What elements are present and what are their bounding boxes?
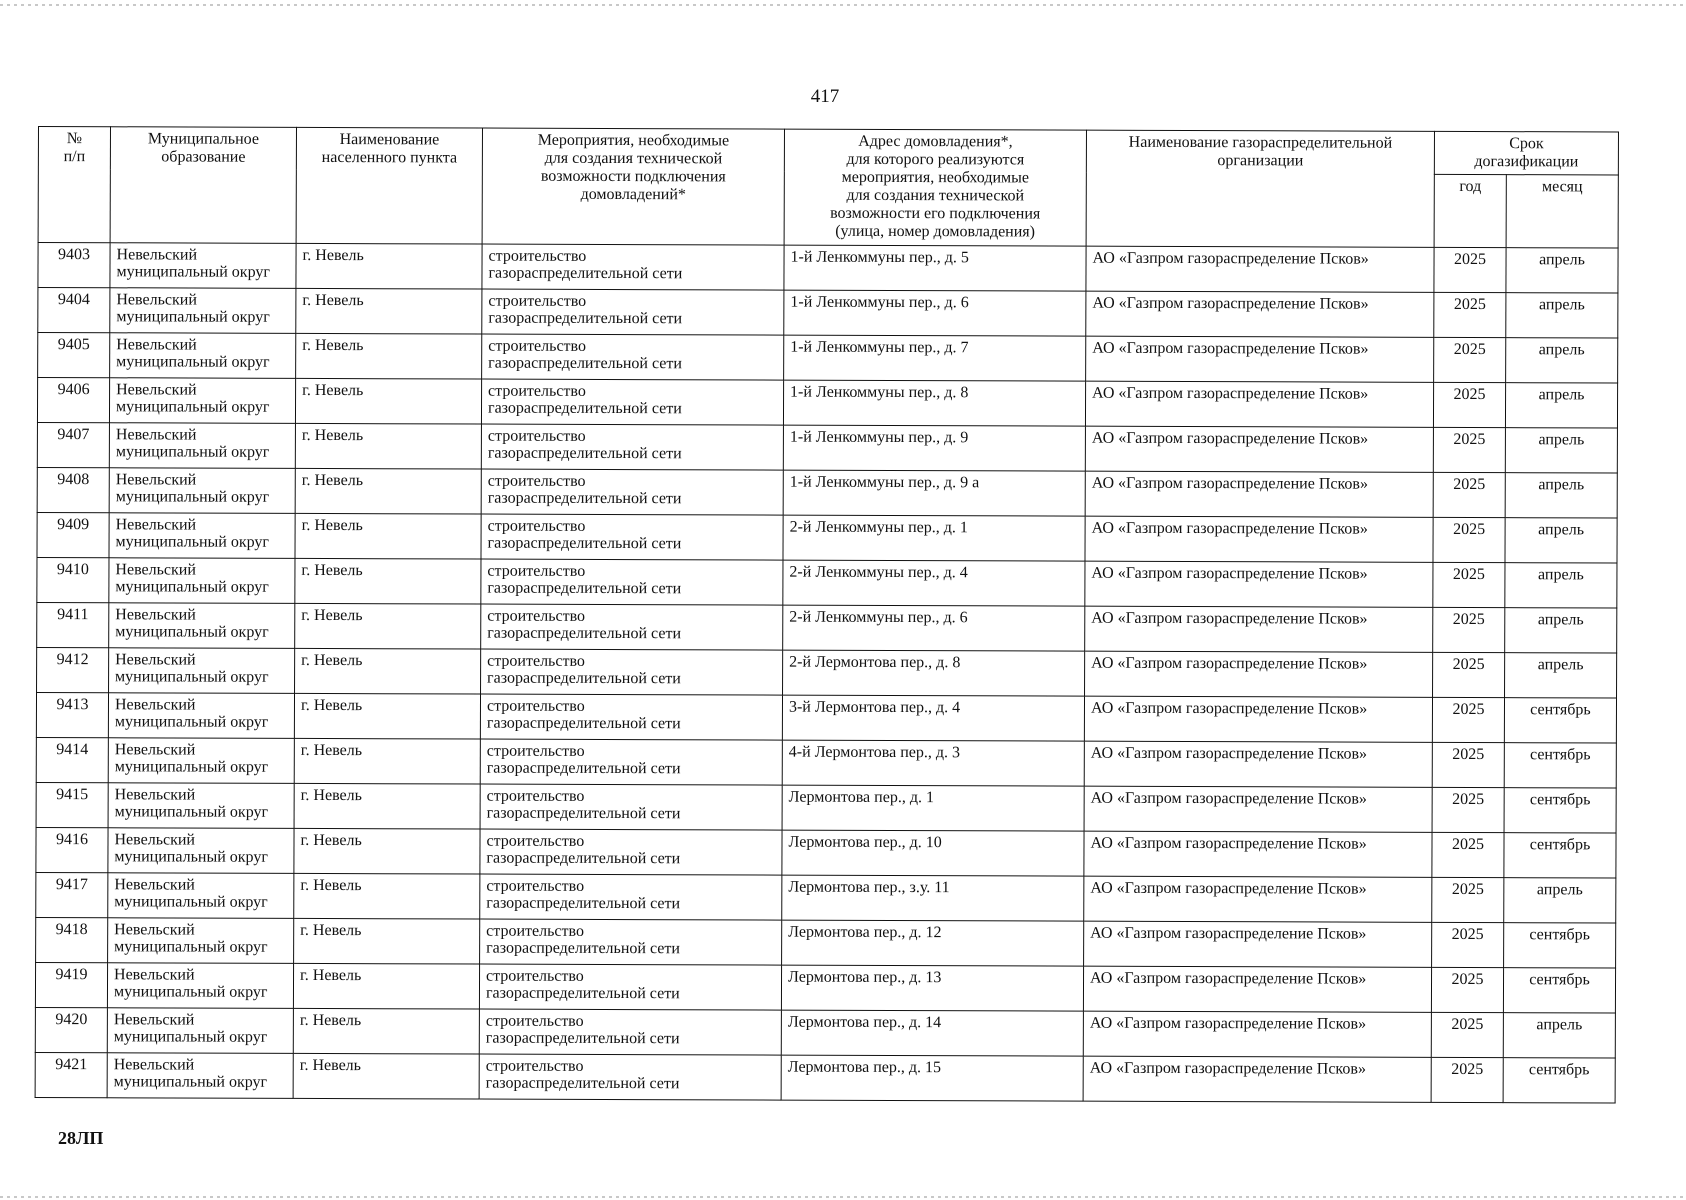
cell-number: 9417 bbox=[36, 872, 108, 917]
cell-settlement: г. Невель bbox=[296, 288, 482, 334]
cell-municipality: Невельский муниципальный округ bbox=[109, 558, 295, 604]
cell-month: апрель bbox=[1505, 563, 1617, 608]
cell-municipality: Невельский муниципальный округ bbox=[108, 873, 294, 919]
cell-year: 2025 bbox=[1434, 292, 1506, 337]
cell-measures: строительство газораспределительной сети bbox=[480, 739, 782, 785]
cell-year: 2025 bbox=[1433, 472, 1505, 517]
cell-address: Лермонтова пер., д. 12 bbox=[782, 920, 1084, 966]
cell-year: 2025 bbox=[1433, 562, 1505, 607]
cell-settlement: г. Невель bbox=[293, 963, 479, 1009]
cell-measures: строительство газораспределительной сети bbox=[480, 829, 782, 875]
cell-municipality: Невельский муниципальный округ bbox=[109, 648, 295, 694]
cell-municipality: Невельский муниципальный округ bbox=[108, 783, 294, 829]
cell-municipality: Невельский муниципальный округ bbox=[110, 333, 296, 379]
cell-year: 2025 bbox=[1432, 832, 1504, 877]
cell-number: 9406 bbox=[37, 378, 109, 423]
table-row bbox=[37, 378, 1617, 429]
cell-measures: строительство газораспределительной сети bbox=[481, 514, 783, 560]
table-row bbox=[36, 737, 1616, 788]
table-row bbox=[35, 1052, 1615, 1103]
table-row bbox=[38, 288, 1618, 339]
cell-address: Лермонтова пер., д. 14 bbox=[781, 1010, 1083, 1056]
cell-organization: АО «Газпром газораспределение Псков» bbox=[1083, 1056, 1431, 1102]
cell-municipality: Невельский муниципальный округ bbox=[107, 963, 293, 1009]
cell-municipality: Невельский муниципальный округ bbox=[109, 513, 295, 559]
table-row bbox=[37, 602, 1617, 653]
cell-municipality: Невельский муниципальный округ bbox=[109, 378, 295, 424]
table-header bbox=[38, 127, 1618, 249]
cell-settlement: г. Невель bbox=[295, 423, 481, 469]
cell-settlement: г. Невель bbox=[294, 873, 480, 919]
cell-month: сентябрь bbox=[1504, 698, 1616, 743]
cell-settlement: г. Невель bbox=[294, 783, 480, 829]
cell-address: 2-й Ленкоммуны пер., д. 6 bbox=[783, 605, 1085, 651]
cell-number: 9414 bbox=[36, 737, 108, 782]
cell-municipality: Невельский муниципальный округ bbox=[108, 738, 294, 784]
scan-edge-bottom bbox=[0, 1196, 1686, 1198]
cell-month: сентябрь bbox=[1504, 743, 1616, 788]
cell-number: 9416 bbox=[36, 827, 108, 872]
cell-organization: АО «Газпром газораспределение Псков» bbox=[1084, 786, 1432, 832]
cell-settlement: г. Невель bbox=[295, 648, 481, 694]
table-row bbox=[35, 1007, 1615, 1058]
cell-settlement: г. Невель bbox=[293, 1008, 479, 1054]
table-row bbox=[36, 872, 1616, 923]
cell-measures: строительство газораспределительной сети bbox=[479, 1009, 781, 1055]
cell-number: 9419 bbox=[35, 962, 107, 1007]
cell-year: 2025 bbox=[1433, 607, 1505, 652]
header-term: Срок догазификации bbox=[1434, 131, 1618, 174]
cell-settlement: г. Невель bbox=[294, 918, 480, 964]
cell-year: 2025 bbox=[1431, 1012, 1503, 1057]
cell-year: 2025 bbox=[1433, 427, 1505, 472]
cell-organization: АО «Газпром газораспределение Псков» bbox=[1083, 966, 1431, 1012]
table-row bbox=[37, 557, 1617, 608]
cell-organization: АО «Газпром газораспределение Псков» bbox=[1084, 741, 1432, 787]
table-body bbox=[35, 243, 1618, 1104]
cell-measures: строительство газораспределительной сети bbox=[480, 874, 782, 920]
cell-measures: строительство газораспределительной сети bbox=[480, 919, 782, 965]
cell-year: 2025 bbox=[1434, 247, 1506, 292]
cell-year: 2025 bbox=[1433, 652, 1505, 697]
cell-year: 2025 bbox=[1432, 697, 1504, 742]
cell-municipality: Невельский муниципальный округ bbox=[110, 288, 296, 334]
cell-year: 2025 bbox=[1434, 337, 1506, 382]
header-month: месяц bbox=[1506, 174, 1618, 248]
cell-municipality: Невельский муниципальный округ bbox=[107, 1008, 293, 1054]
cell-organization: АО «Газпром газораспределение Псков» bbox=[1084, 876, 1432, 922]
cell-month: сентябрь bbox=[1503, 1058, 1615, 1103]
cell-address: Лермонтова пер., д. 15 bbox=[781, 1055, 1083, 1101]
cell-number: 9411 bbox=[37, 602, 109, 647]
cell-settlement: г. Невель bbox=[293, 1053, 479, 1099]
cell-number: 9421 bbox=[35, 1052, 107, 1097]
cell-address: 4-й Лермонтова пер., д. 3 bbox=[782, 740, 1084, 786]
cell-organization: АО «Газпром газораспределение Псков» bbox=[1086, 291, 1434, 337]
cell-number: 9420 bbox=[35, 1007, 107, 1052]
cell-number: 9413 bbox=[36, 692, 108, 737]
cell-organization: АО «Газпром газораспределение Псков» bbox=[1085, 516, 1433, 562]
table-row bbox=[37, 512, 1617, 563]
cell-measures: строительство газораспределительной сети bbox=[481, 559, 783, 605]
cell-number: 9403 bbox=[38, 243, 110, 288]
cell-number: 9415 bbox=[36, 782, 108, 827]
header-num: № п/п bbox=[38, 127, 110, 243]
cell-municipality: Невельский муниципальный округ bbox=[108, 918, 294, 964]
cell-year: 2025 bbox=[1431, 1057, 1503, 1102]
table-row bbox=[35, 962, 1615, 1013]
cell-settlement: г. Невель bbox=[295, 558, 481, 604]
cell-settlement: г. Невель bbox=[294, 828, 480, 874]
cell-address: Лермонтова пер., д. 1 bbox=[782, 785, 1084, 831]
cell-month: сентябрь bbox=[1504, 788, 1616, 833]
cell-year: 2025 bbox=[1433, 517, 1505, 562]
table-row bbox=[36, 782, 1616, 833]
cell-measures: строительство газораспределительной сети bbox=[480, 694, 782, 740]
header-measures: Мероприятия, необходимые для создания технической возможности подключения домовладений* bbox=[482, 128, 784, 245]
cell-settlement: г. Невель bbox=[294, 738, 480, 784]
cell-number: 9409 bbox=[37, 512, 109, 557]
cell-number: 9407 bbox=[37, 422, 109, 467]
cell-organization: АО «Газпром газораспределение Псков» bbox=[1085, 471, 1433, 517]
cell-month: апрель bbox=[1504, 878, 1616, 923]
cell-address: Лермонтова пер., д. 13 bbox=[781, 965, 1083, 1011]
cell-organization: АО «Газпром газораспределение Псков» bbox=[1085, 606, 1433, 652]
cell-measures: строительство газораспределительной сети bbox=[482, 244, 784, 290]
cell-organization: АО «Газпром газораспределение Псков» bbox=[1084, 831, 1432, 877]
cell-year: 2025 bbox=[1433, 382, 1505, 427]
cell-number: 9412 bbox=[37, 647, 109, 692]
cell-organization: АО «Газпром газораспределение Псков» bbox=[1084, 696, 1432, 742]
cell-number: 9418 bbox=[36, 917, 108, 962]
table-row bbox=[38, 243, 1618, 294]
cell-month: апрель bbox=[1505, 473, 1617, 518]
cell-month: апрель bbox=[1505, 608, 1617, 653]
cell-month: апрель bbox=[1506, 293, 1618, 338]
cell-year: 2025 bbox=[1432, 787, 1504, 832]
cell-measures: строительство газораспределительной сети bbox=[482, 334, 784, 380]
cell-address: 2-й Лермонтова пер., д. 8 bbox=[783, 650, 1085, 696]
cell-organization: АО «Газпром газораспределение Псков» bbox=[1084, 921, 1432, 967]
cell-municipality: Невельский муниципальный округ bbox=[109, 468, 295, 514]
header-organization: Наименование газораспределительной организации bbox=[1086, 130, 1434, 247]
table-row bbox=[36, 917, 1616, 968]
cell-organization: АО «Газпром газораспределение Псков» bbox=[1085, 381, 1433, 427]
footer-code: 28ЛП bbox=[58, 1128, 104, 1148]
cell-address: Лермонтова пер., з.у. 11 bbox=[782, 875, 1084, 921]
cell-measures: строительство газораспределительной сети bbox=[480, 784, 782, 830]
cell-municipality: Невельский муниципальный округ bbox=[109, 603, 295, 649]
cell-measures: строительство газораспределительной сети bbox=[481, 649, 783, 695]
cell-municipality: Невельский муниципальный округ bbox=[109, 423, 295, 469]
cell-measures: строительство газораспределительной сети bbox=[482, 289, 784, 335]
cell-address: 2-й Ленкоммуны пер., д. 1 bbox=[783, 515, 1085, 561]
cell-municipality: Невельский муниципальный округ bbox=[108, 693, 294, 739]
cell-number: 9408 bbox=[37, 467, 109, 512]
cell-settlement: г. Невель bbox=[296, 243, 482, 289]
cell-settlement: г. Невель bbox=[295, 603, 481, 649]
cell-measures: строительство газораспределительной сети bbox=[479, 964, 781, 1010]
cell-organization: АО «Газпром газораспределение Псков» bbox=[1085, 651, 1433, 697]
table-row bbox=[37, 422, 1617, 473]
table-row bbox=[37, 647, 1617, 698]
cell-address: 1-й Ленкоммуны пер., д. 8 bbox=[783, 380, 1085, 426]
cell-year: 2025 bbox=[1432, 742, 1504, 787]
gasification-table bbox=[35, 126, 1619, 1104]
cell-measures: строительство газораспределительной сети bbox=[481, 469, 783, 515]
cell-address: 1-й Ленкоммуны пер., д. 6 bbox=[784, 290, 1086, 336]
header-address: Адрес домовладения*, для которого реализуются мероприятия, необходимые для создания технической возможности его подключения (улица, номер домовладения) bbox=[784, 129, 1086, 246]
cell-year: 2025 bbox=[1432, 877, 1504, 922]
cell-month: апрель bbox=[1503, 1013, 1615, 1058]
header-settlement: Наименование населенного пункта bbox=[296, 127, 482, 244]
table-row bbox=[38, 333, 1618, 384]
cell-measures: строительство газораспределительной сети bbox=[481, 424, 783, 470]
cell-month: апрель bbox=[1505, 653, 1617, 698]
scan-edge-top bbox=[0, 4, 1686, 6]
header-municipality: Муниципальное образование bbox=[110, 127, 296, 244]
cell-address: 3-й Лермонтова пер., д. 4 bbox=[782, 695, 1084, 741]
header-year: год bbox=[1434, 174, 1506, 248]
cell-month: апрель bbox=[1505, 428, 1617, 473]
cell-month: сентябрь bbox=[1504, 833, 1616, 878]
cell-address: 1-й Ленкоммуны пер., д. 7 bbox=[784, 335, 1086, 381]
cell-address: 2-й Ленкоммуны пер., д. 4 bbox=[783, 560, 1085, 606]
cell-municipality: Невельский муниципальный округ bbox=[108, 828, 294, 874]
cell-month: апрель bbox=[1506, 248, 1618, 293]
cell-settlement: г. Невель bbox=[295, 513, 481, 559]
table-row bbox=[36, 827, 1616, 878]
cell-number: 9410 bbox=[37, 557, 109, 602]
cell-organization: АО «Газпром газораспределение Псков» bbox=[1086, 336, 1434, 382]
cell-organization: АО «Газпром газораспределение Псков» bbox=[1085, 561, 1433, 607]
cell-organization: АО «Газпром газораспределение Псков» bbox=[1086, 246, 1434, 292]
table-row bbox=[37, 467, 1617, 518]
cell-number: 9405 bbox=[38, 333, 110, 378]
cell-measures: строительство газораспределительной сети bbox=[479, 1054, 781, 1100]
cell-month: апрель bbox=[1505, 518, 1617, 563]
cell-municipality: Невельский муниципальный округ bbox=[110, 243, 296, 289]
page-number: 417 bbox=[810, 86, 840, 107]
cell-settlement: г. Невель bbox=[295, 378, 481, 424]
cell-address: 1-й Ленкоммуны пер., д. 9 bbox=[783, 425, 1085, 471]
cell-organization: АО «Газпром газораспределение Псков» bbox=[1083, 1011, 1431, 1057]
cell-address: Лермонтова пер., д. 10 bbox=[782, 830, 1084, 876]
cell-address: 1-й Ленкоммуны пер., д. 5 bbox=[784, 245, 1086, 291]
table-row bbox=[36, 692, 1616, 743]
cell-month: апрель bbox=[1505, 383, 1617, 428]
registry-sheet bbox=[35, 126, 1618, 1104]
cell-municipality: Невельский муниципальный округ bbox=[107, 1053, 293, 1099]
cell-number: 9404 bbox=[38, 288, 110, 333]
cell-month: сентябрь bbox=[1504, 923, 1616, 968]
cell-settlement: г. Невель bbox=[296, 333, 482, 379]
cell-settlement: г. Невель bbox=[294, 693, 480, 739]
cell-measures: строительство газораспределительной сети bbox=[481, 604, 783, 650]
cell-year: 2025 bbox=[1431, 967, 1503, 1012]
cell-month: сентябрь bbox=[1503, 968, 1615, 1013]
cell-organization: АО «Газпром газораспределение Псков» bbox=[1085, 426, 1433, 472]
cell-year: 2025 bbox=[1432, 922, 1504, 967]
cell-month: апрель bbox=[1506, 338, 1618, 383]
cell-address: 1-й Ленкоммуны пер., д. 9 а bbox=[783, 470, 1085, 516]
cell-measures: строительство газораспределительной сети bbox=[481, 379, 783, 425]
cell-settlement: г. Невель bbox=[295, 468, 481, 514]
